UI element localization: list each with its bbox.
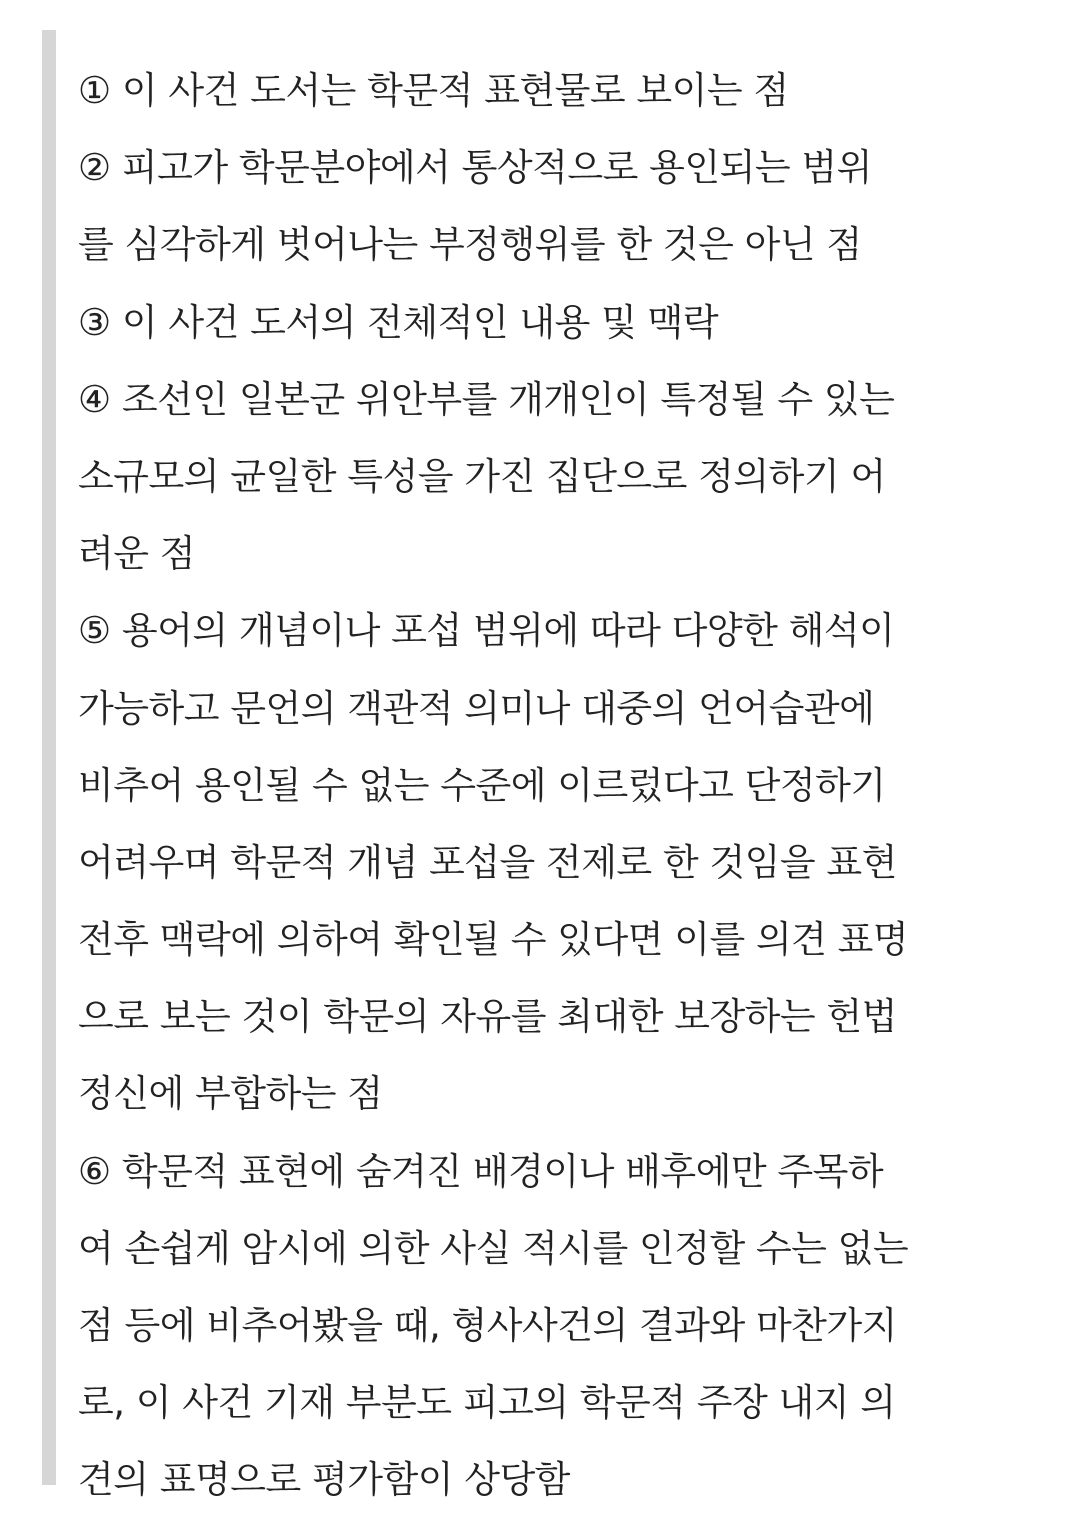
text-line: 어려우며 학문적 개념 포섭을 전제로 한 것임을 표현 xyxy=(78,840,897,884)
text-line: 으로 보는 것이 학문의 자유를 최대한 보장하는 헌법 xyxy=(78,995,897,1039)
text-line: 점 등에 비추어봤을 때, 형사사건의 결과와 마찬가지 xyxy=(78,1304,897,1347)
text-line: ⑥ 학문적 표현에 숨겨진 배경이나 배후에만 주목하 xyxy=(78,1149,884,1193)
text-line: 비추어 용인될 수 없는 수준에 이르렀다고 단정하기 xyxy=(78,763,886,807)
text-line: ① 이 사건 도서는 학문적 표현물로 보이는 점 xyxy=(78,69,789,112)
text-line: 가능하고 문언의 객관적 의미나 대중의 언어습관에 xyxy=(78,686,875,730)
text-line: 견의 표명으로 평가함이 상당함 xyxy=(78,1458,570,1502)
text-line: ⑤ 용어의 개념이나 포섭 범위에 따라 다양한 해석이 xyxy=(78,609,895,653)
text-line: 를 심각하게 벗어나는 부정행위를 한 것은 아닌 점 xyxy=(78,223,862,267)
text-line: 전후 맥락에 의하여 확인될 수 있다면 이를 의견 표명 xyxy=(78,918,909,962)
text-line: 소규모의 균일한 특성을 가진 집단으로 정의하기 어 xyxy=(78,454,886,498)
text-line: 여 손쉽게 암시에 의한 사실 적시를 인정할 수는 없는 xyxy=(78,1226,909,1270)
text-line: 려운 점 xyxy=(78,532,195,576)
text-line: 정신에 부합하는 점 xyxy=(78,1072,383,1116)
text-line: ④ 조선인 일본군 위안부를 개개인이 특정될 수 있는 xyxy=(78,377,895,421)
text-line: ③ 이 사건 도서의 전체적인 내용 및 맥락 xyxy=(78,300,719,344)
text-line: ② 피고가 학문분야에서 통상적으로 용인되는 범위 xyxy=(78,146,872,190)
text-line: 로, 이 사건 기재 부분도 피고의 학문적 주장 내지 의 xyxy=(78,1381,896,1425)
blockquote-bar xyxy=(42,30,56,1485)
blockquote-text xyxy=(78,52,1018,1519)
